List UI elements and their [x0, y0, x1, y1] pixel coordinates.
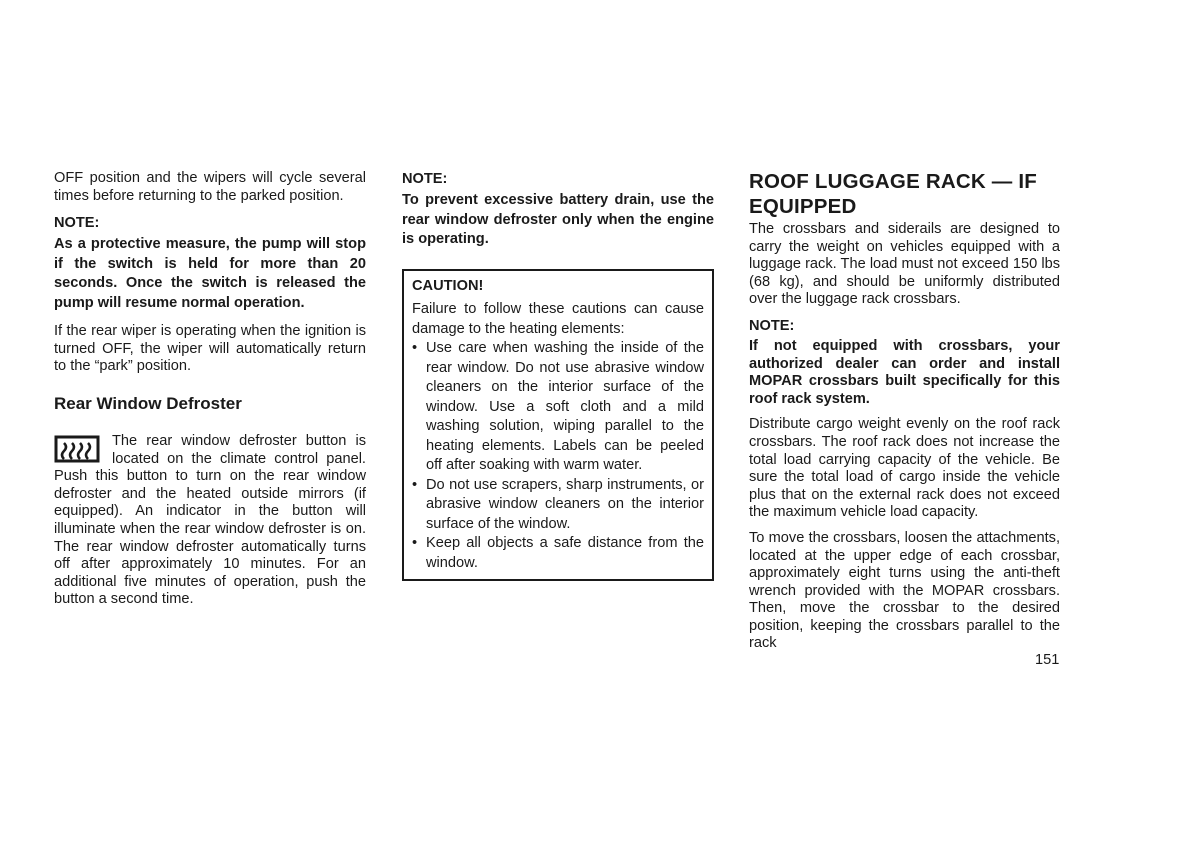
list-item — [412, 476, 704, 535]
rear-wiper-paragraph: If the rear wiper is operating when the ignition is turned OFF, the wiper will automatically return to the “park” position. — [54, 323, 366, 375]
caution-item-text: Keep all objects a safe distance from the window. — [426, 535, 704, 571]
rear-window-defroster-icon — [54, 435, 100, 465]
crossbars-note-text: If not equipped with crossbars, your authorized dealer can order and install MOPAR crossbars built specifically for this roof rack system. — [749, 337, 1060, 407]
bullet-icon: • — [412, 535, 418, 551]
note-label: NOTE: — [749, 317, 795, 334]
wiper-cycle-paragraph: OFF position and the wipers will cycle several times before returning to the parked position. — [54, 170, 366, 204]
roof-luggage-rack-heading: ROOF LUGGAGE RACK — IF EQUIPPED — [749, 170, 1037, 218]
page-number: 151 — [1035, 652, 1060, 668]
defroster-section — [54, 433, 366, 609]
defroster-description: The rear window defroster button is located on the climate control panel. Push this button to turn on the rear window defroster and the heated outside mirrors (if equipped). An indicator in the button will illuminate when the rear window defroster is on. The rear window defroster automatically turns off after approximately 10 minutes. For an additional five minutes of operation, push the button a second time. — [54, 432, 366, 608]
caution-intro: Failure to follow these cautions can cause damage to the heating elements: — [412, 301, 704, 337]
list-item — [412, 339, 704, 476]
pump-note-text: As a protective measure, the pump will stop if the switch is held for more than 20 seconds. Once the switch is released the pump will resume normal operation. — [54, 236, 366, 311]
battery-note-text: To prevent excessive battery drain, use the rear window defroster only when the engine is operating. — [402, 192, 714, 247]
bullet-icon: • — [412, 476, 418, 493]
rear-window-defroster-heading: Rear Window Defroster — [54, 393, 242, 413]
caution-box — [402, 269, 714, 582]
caution-item-text: Do not use scrapers, sharp instruments, or abrasive window cleaners on the interior surface of the window. — [426, 476, 704, 532]
note-label: NOTE: — [402, 171, 448, 187]
cargo-weight-paragraph: Distribute cargo weight evenly on the roof rack crossbars. The roof rack does not increase the total load carrying capacity of the vehicle. Be sure the total load of cargo inside the vehicle plus that on the external rack does not exceed the maximum vehicle load capacity. — [749, 416, 1060, 521]
column-left — [54, 170, 366, 618]
crossbars-paragraph: The crossbars and siderails are designed to carry the weight on vehicles equipped with a luggage rack. The load must not exceed 150 lbs (68 kg), and should be uniformly distributed over the luggage rack crossbars. — [749, 221, 1060, 308]
caution-title: CAUTION! — [412, 277, 484, 294]
column-middle — [402, 170, 714, 581]
note-label: NOTE: — [54, 215, 100, 232]
bullet-icon: • — [412, 340, 418, 356]
caution-item-text: Use care when washing the inside of the rear window. Do not use abrasive window cleaners on the interior surface of the window. Use a soft cloth and a mild washing solution, wiping parallel to the heating elements. Labels can be peeled off after soaking with warm water. — [426, 340, 704, 473]
list-item — [412, 534, 704, 573]
caution-list — [412, 339, 704, 573]
move-crossbars-paragraph: To move the crossbars, loosen the attachments, located at the upper edge of each crossbar, approximately eight turns using the anti-theft wrench provided with the MOPAR crossbars. Then, move the crossbar to the desired position, keeping the crossbars parallel to the rack — [749, 529, 1060, 652]
column-right — [749, 169, 1060, 661]
